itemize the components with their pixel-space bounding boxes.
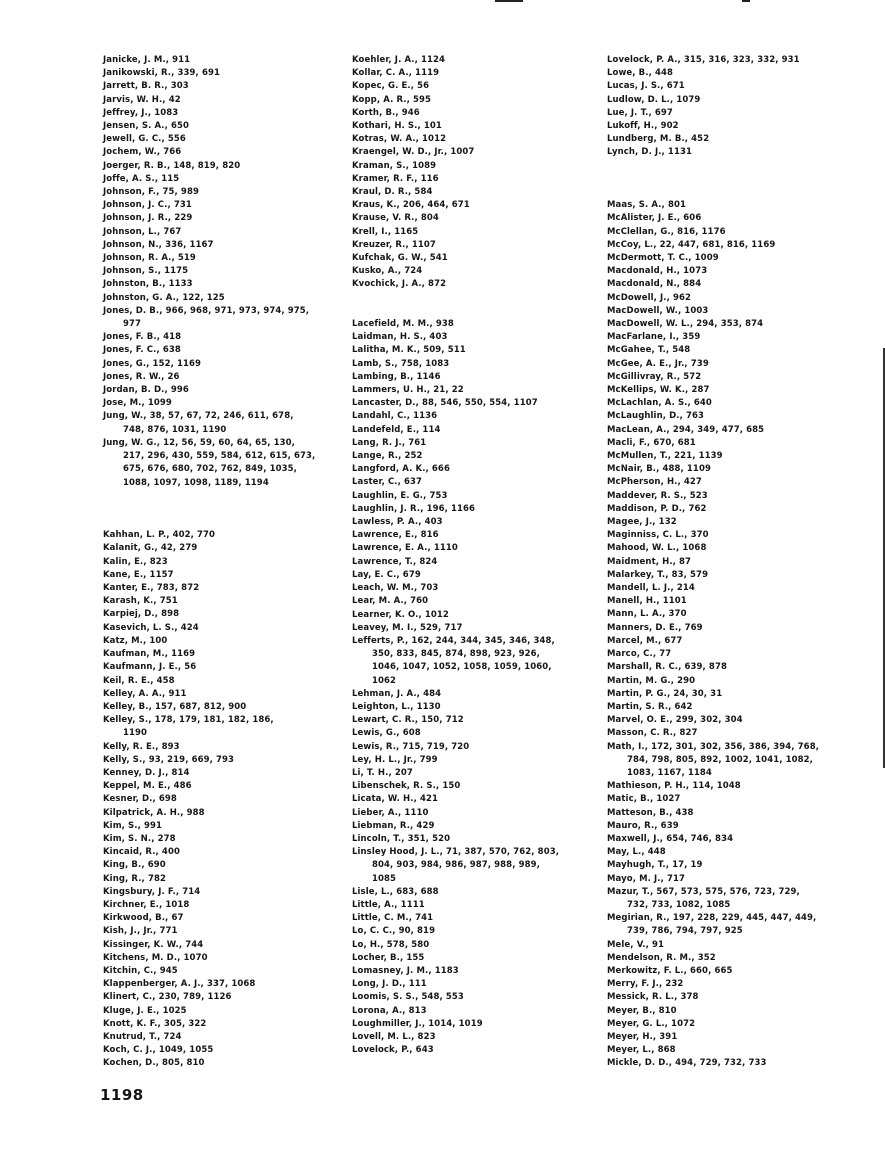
index-entry: Marco, C., 77	[607, 649, 672, 660]
index-entry: Lovell, M. L., 823	[352, 1032, 436, 1042]
index-entry-continuation: 732, 733, 1082, 1085	[627, 899, 731, 910]
index-entry: Linsley Hood, J. L., 71, 387, 570, 762, 803,	[352, 847, 560, 858]
index-entry: Lewis, G., 608	[352, 728, 421, 739]
index-entry: Martin, M. G., 290	[607, 675, 696, 686]
index-entry: Matic, B., 1027	[607, 794, 681, 805]
index-entry-continuation: 217, 296, 430, 559, 584, 612, 615, 673,	[123, 451, 316, 462]
index-entry: Lawrence, E., 816	[352, 530, 439, 541]
index-entry: McGillivray, R., 572	[607, 371, 702, 382]
index-entry: Little, C. M., 741	[352, 913, 434, 924]
index-entry: McLachlan, A. S., 640	[607, 398, 712, 409]
index-entry: Kalin, E., 823	[103, 556, 168, 567]
index-entry: McAlister, J. E., 606	[607, 213, 702, 224]
index-entry: Langford, A. K., 666	[352, 464, 450, 475]
index-entry: Messick, R. L., 378	[607, 992, 699, 1003]
index-entry: Kelley, A. A., 911	[103, 688, 187, 699]
index-entry: Lynch, D. J., 1131	[607, 147, 692, 158]
index-entry: Macli, F., 670, 681	[607, 437, 696, 448]
index-entry: Johnson, J. C., 731	[103, 200, 192, 211]
index-entry: Kvochick, J. A., 872	[352, 279, 447, 290]
index-entry: Maxwell, J., 654, 746, 834	[607, 833, 734, 844]
index-entry: McKellips, W. K., 287	[607, 385, 710, 396]
index-entry: Lawless, P. A., 403	[352, 517, 443, 528]
index-entry: Kingsbury, J. F., 714	[103, 886, 201, 897]
index-entry: Mayo, M. J., 717	[607, 873, 686, 884]
index-entry: Lewis, R., 715, 719, 720	[352, 741, 470, 752]
top-rule-mark	[495, 0, 523, 2]
index-entry-continuation: 1088, 1097, 1098, 1189, 1194	[123, 477, 269, 488]
index-entry: Megirian, R., 197, 228, 229, 445, 447, 449,	[607, 913, 817, 924]
index-entry: Kraengel, W. D., Jr., 1007	[352, 147, 475, 158]
index-entry: Jones, F. C., 638	[103, 345, 181, 356]
index-entry: Maddison, P. D., 762	[607, 503, 707, 514]
index-entry-continuation: 1046, 1047, 1052, 1058, 1059, 1060,	[372, 662, 552, 673]
index-entry: Lawrence, E. A., 1110	[352, 543, 458, 554]
index-entry: Lang, R. J., 761	[352, 437, 427, 448]
index-entry: Leighton, L., 1130	[352, 701, 441, 712]
index-entry: Jewell, G. C., 556	[103, 134, 186, 145]
index-entry: Janikowski, R., 339, 691	[103, 68, 220, 79]
index-entry: Kirkwood, B., 67	[103, 913, 184, 924]
index-entry: Jones, F. B., 418	[103, 332, 182, 343]
index-entry-continuation: 350, 833, 845, 874, 898, 923, 926,	[372, 649, 540, 660]
index-entry: Knutrud, T., 724	[103, 1031, 182, 1042]
index-gap	[607, 173, 873, 186]
index-entry: Maidment, H., 87	[607, 556, 692, 567]
index-entry: Lange, R., 252	[352, 451, 423, 462]
index-entry: Lawrence, T., 824	[352, 556, 438, 567]
index-entry: Kotras, W. A., 1012	[352, 134, 447, 145]
index-entry: Laidman, H. S., 403	[352, 332, 448, 343]
index-entry: Mann, L. A., 370	[607, 609, 687, 620]
index-entry: Jochem, W., 766	[103, 147, 182, 158]
index-entry: McDermott, T. C., 1009	[607, 253, 719, 263]
index-entry: Kissinger, K. W., 744	[103, 939, 204, 950]
index-entry: Libenschek, R. S., 150	[352, 781, 461, 792]
index-entry: Kim, S. N., 278	[103, 833, 176, 844]
index-entry: McNair, B., 488, 1109	[607, 464, 711, 475]
index-entry-continuation: 748, 876, 1031, 1190	[123, 424, 227, 435]
index-entry: Liebman, R., 429	[352, 820, 435, 831]
index-entry: Meyer, H., 391	[607, 1031, 678, 1042]
index-entry: Johnson, F., 75, 989	[103, 187, 199, 198]
index-entry: Maas, S. A., 801	[607, 200, 686, 211]
index-entry: Jose, M., 1099	[103, 398, 172, 409]
index-entry: Jung, W., 38, 57, 67, 72, 246, 611, 678,	[103, 411, 294, 422]
index-entry: Lo, H., 578, 580	[352, 939, 430, 950]
index-entry: MacLean, A., 294, 349, 477, 685	[607, 424, 765, 435]
index-entry: Kothari, H. S., 101	[352, 121, 442, 132]
index-entry: Mandell, L. J., 214	[607, 583, 695, 594]
index-entry: Matteson, B., 438	[607, 807, 694, 818]
index-entry: McGee, A. E., Jr., 739	[607, 358, 709, 369]
index-entry: Loughmiller, J., 1014, 1019	[352, 1018, 483, 1029]
index-entry: Leavey, M. I., 529, 717	[352, 622, 463, 633]
index-gap	[103, 490, 343, 503]
index-entry: Kaufmann, J. E., 56	[103, 662, 197, 673]
index-entry: McMullen, T., 221, 1139	[607, 451, 723, 462]
index-entry: Mathieson, P. H., 114, 1048	[607, 781, 741, 792]
index-entry: Lieber, A., 1110	[352, 807, 429, 818]
index-entry: MacDowell, W., 1003	[607, 305, 709, 316]
index-entry: Kluge, J. E., 1025	[103, 1005, 187, 1016]
index-entry: Masson, C. R., 827	[607, 728, 698, 739]
index-entry: Lo, C. C., 90, 819	[352, 926, 436, 937]
index-entry: Li, T. H., 207	[352, 767, 413, 778]
index-entry: Lovelock, P., 643	[352, 1045, 434, 1056]
index-entry: Kelley, B., 157, 687, 812, 900	[103, 701, 247, 712]
index-entry: Landefeld, E., 114	[352, 424, 441, 435]
index-entry: McCoy, L., 22, 447, 681, 816, 1169	[607, 239, 776, 250]
index-entry: Johnson, R. A., 519	[103, 253, 196, 264]
index-entry: Lancaster, D., 88, 546, 550, 554, 1107	[352, 398, 538, 409]
index-entry: Malarkey, T., 83, 579	[607, 569, 709, 580]
index-entry: Klappenberger, A. J., 337, 1068	[103, 979, 256, 990]
index-entry: Lear, M. A., 760	[352, 596, 429, 607]
index-entry: Little, A., 1111	[352, 899, 425, 910]
index-entry-continuation: 739, 786, 794, 797, 925	[627, 926, 743, 937]
index-entry: Ludlow, D. L., 1079	[607, 94, 701, 105]
index-entry: Lucas, J. S., 671	[607, 81, 685, 92]
index-entry-continuation: 1062	[372, 675, 397, 686]
index-entry: Kahhan, L. P., 402, 770	[103, 530, 216, 541]
index-entry: Kaufman, M., 1169	[103, 649, 196, 660]
index-entry: Marvel, O. E., 299, 302, 304	[607, 715, 743, 726]
index-entry: Kanter, E., 783, 872	[103, 583, 200, 594]
index-entry: Kane, E., 1157	[103, 569, 174, 580]
index-entry: Jensen, S. A., 650	[103, 121, 190, 132]
index-gap	[352, 305, 592, 318]
index-entry: Kesner, D., 698	[103, 794, 177, 805]
top-rule-mark	[742, 0, 750, 2]
index-entry: Laughlin, E. G., 753	[352, 490, 448, 501]
index-entry: Koehler, J. A., 1124	[352, 55, 446, 65]
index-entry: Kasevich, L. S., 424	[103, 622, 199, 633]
index-entry: McPherson, H., 427	[607, 477, 702, 488]
index-entry: Karash, K., 751	[103, 596, 178, 607]
index-entry: Kirchner, E., 1018	[103, 899, 190, 910]
index-entry: Laster, C., 637	[352, 477, 423, 488]
index-entry: Marcel, M., 677	[607, 635, 683, 646]
index-entry: Merry, F. J., 232	[607, 979, 684, 990]
index-entry: Jones, R. W., 26	[103, 371, 180, 382]
index-entry: Kraus, K., 206, 464, 671	[352, 200, 470, 211]
index-entry: Manell, H., 1101	[607, 596, 687, 607]
index-entry: Knott, K. F., 305, 322	[103, 1018, 207, 1029]
index-entry: Mazur, T., 567, 573, 575, 576, 723, 729,	[607, 886, 800, 897]
index-entry: Learner, K. O., 1012	[352, 609, 449, 620]
index-entry: Lomasney, J. M., 1183	[352, 965, 459, 976]
index-entry: Mele, V., 91	[607, 939, 665, 950]
index-entry-continuation: 1085	[372, 873, 397, 884]
index-entry: King, B., 690	[103, 860, 166, 871]
index-entry-continuation: 1083, 1167, 1184	[627, 767, 712, 778]
index-entry-continuation: 784, 798, 805, 892, 1002, 1041, 1082,	[627, 754, 814, 765]
index-entry: Kochen, D., 805, 810	[103, 1058, 205, 1069]
index-entry: Maddever, R. S., 523	[607, 490, 708, 501]
index-entry: Johnston, G. A., 122, 125	[103, 292, 225, 303]
index-entry: Jeffrey, J., 1083	[103, 107, 179, 118]
index-entry-continuation: 804, 903, 984, 986, 987, 988, 989,	[372, 860, 540, 871]
index-entry: Math, I., 172, 301, 302, 356, 386, 394, 768,	[607, 741, 820, 752]
index-entry: Lammers, U. H., 21, 22	[352, 385, 464, 396]
index-entry: McLaughlin, D., 763	[607, 411, 705, 422]
index-entry: Katz, M., 100	[103, 635, 168, 646]
index-entry: Lalitha, M. K., 509, 511	[352, 345, 466, 356]
index-entry: Joerger, R. B., 148, 819, 820	[103, 160, 241, 171]
index-entry: Kopp, A. R., 595	[352, 94, 432, 105]
index-entry: Korth, B., 946	[352, 107, 420, 118]
index-entry: Johnson, J. R., 229	[103, 213, 193, 224]
index-entry: Johnson, L., 767	[103, 226, 182, 237]
index-entry: Macdonald, N., 884	[607, 279, 702, 290]
index-entry: Long, J. D., 111	[352, 979, 427, 990]
index-entry: King, R., 782	[103, 873, 166, 884]
index-entry: Leach, W. M., 703	[352, 583, 439, 594]
index-entry: Janicke, J. M., 911	[103, 55, 191, 65]
index-entry: Mickle, D. D., 494, 729, 732, 733	[607, 1058, 767, 1069]
index-gap	[103, 516, 343, 529]
index-entry: Kramer, R. F., 116	[352, 173, 439, 184]
index-entry: Johnson, S., 1175	[103, 266, 189, 277]
index-entry: MacFarlane, I., 359	[607, 332, 701, 343]
index-entry: Lukoff, H., 902	[607, 121, 679, 132]
index-entry: Marshall, R. C., 639, 878	[607, 662, 727, 673]
index-entry-continuation: 977	[123, 319, 142, 330]
index-entry: Lewart, C. R., 150, 712	[352, 715, 464, 726]
index-entry: Lisle, L., 683, 688	[352, 886, 439, 897]
index-entry: McGahee, T., 548	[607, 345, 691, 356]
index-entry: Kitchin, C., 945	[103, 965, 178, 976]
index-entry: Lincoln, T., 351, 520	[352, 833, 451, 844]
index-entry: Kelly, S., 93, 219, 669, 793	[103, 754, 235, 765]
index-entry: Jarvis, W. H., 42	[103, 94, 181, 105]
index-entry: Mayhugh, T., 17, 19	[607, 860, 703, 871]
index-column-3	[607, 54, 873, 1071]
index-entry: Krell, I., 1165	[352, 226, 419, 237]
index-entry: Kreuzer, R., 1107	[352, 239, 436, 250]
index-gap	[352, 292, 592, 305]
index-entry: Klinert, C., 230, 789, 1126	[103, 992, 232, 1003]
index-entry: Landahl, C., 1136	[352, 411, 438, 422]
index-entry: Johnson, N., 336, 1167	[103, 239, 214, 250]
index-entry: McClellan, G., 816, 1176	[607, 226, 726, 237]
index-entry: Kelly, R. E., 893	[103, 741, 180, 752]
index-entry: Mahood, W. L., 1068	[607, 543, 707, 554]
index-entry: McDowell, J., 962	[607, 292, 692, 303]
index-entry: Kraman, S., 1089	[352, 160, 437, 171]
index-entry: Kincaid, R., 400	[103, 847, 180, 858]
index-entry: Lehman, J. A., 484	[352, 688, 442, 699]
index-entry: MacDowell, W. L., 294, 353, 874	[607, 319, 764, 330]
index-entry: Kim, S., 991	[103, 820, 163, 831]
index-entry: Lefferts, P., 162, 244, 344, 345, 346, 348,	[352, 635, 555, 646]
index-entry: Manners, D. E., 769	[607, 622, 703, 633]
index-entry: Jones, G., 152, 1169	[103, 358, 202, 369]
index-entry: Martin, S. R., 642	[607, 701, 693, 712]
index-entry: Kenney, D. J., 814	[103, 767, 190, 778]
index-entry: Lue, J. T., 697	[607, 107, 673, 118]
index-entry: Lundberg, M. B., 452	[607, 134, 710, 145]
index-entry: Lacefield, M. M., 938	[352, 319, 454, 330]
index-entry: Kopec, G. E., 56	[352, 81, 430, 92]
index-entry: Kraul, D. R., 584	[352, 187, 433, 198]
index-entry: Meyer, G. L., 1072	[607, 1018, 696, 1029]
index-entry: Magee, J., 132	[607, 517, 677, 528]
index-entry: Lay, E. C., 679	[352, 569, 421, 580]
index-entry: Mendelson, R. M., 352	[607, 952, 716, 963]
index-entry: Kish, J., Jr., 771	[103, 926, 178, 937]
index-entry: Laughlin, J. R., 196, 1166	[352, 503, 476, 514]
index-entry: Lamb, S., 758, 1083	[352, 358, 450, 369]
index-gap	[607, 160, 873, 173]
index-entry-continuation: 1190	[123, 728, 148, 739]
index-entry: Keppel, M. E., 486	[103, 781, 192, 792]
index-entry: Kalanit, G., 42, 279	[103, 543, 198, 554]
index-entry-continuation: 675, 676, 680, 702, 762, 849, 1035,	[123, 464, 297, 475]
index-entry: Karpiej, D., 898	[103, 609, 180, 620]
index-entry: Locher, B., 155	[352, 952, 425, 963]
index-entry: Jones, D. B., 966, 968, 971, 973, 974, 975,	[103, 305, 310, 316]
index-column-2	[352, 54, 592, 1057]
index-gap	[103, 503, 343, 516]
index-entry: Kilpatrick, A. H., 988	[103, 807, 205, 818]
index-entry: Licata, W. H., 421	[352, 794, 439, 805]
index-entry: Meyer, L., 868	[607, 1045, 676, 1056]
index-column-1	[103, 54, 343, 1071]
index-entry: Koch, C. J., 1049, 1055	[103, 1045, 214, 1056]
index-entry: Keil, R. E., 458	[103, 675, 175, 686]
index-entry: Meyer, B., 810	[607, 1005, 677, 1016]
index-entry: Maginniss, C. L., 370	[607, 530, 709, 541]
index-entry: Mauro, R., 639	[607, 820, 679, 831]
index-entry: Jarrett, B. R., 303	[103, 81, 189, 92]
index-entry: Jung, W. G., 12, 56, 59, 60, 64, 65, 130,	[103, 437, 295, 448]
index-entry: Kusko, A., 724	[352, 266, 423, 277]
index-entry: Kollar, C. A., 1119	[352, 68, 440, 79]
index-entry: Joffe, A. S., 115	[103, 173, 180, 184]
index-gap	[607, 186, 873, 199]
index-entry: Lowe, B., 448	[607, 68, 674, 79]
index-entry: Kelley, S., 178, 179, 181, 182, 186,	[103, 715, 274, 726]
index-entry: Kitchens, M. D., 1070	[103, 952, 208, 963]
page-number: 1198	[100, 1086, 144, 1104]
index-entry: Kufchak, G. W., 541	[352, 253, 448, 264]
index-entry: Martin, P. G., 24, 30, 31	[607, 688, 723, 699]
index-entry: May, L., 448	[607, 847, 666, 858]
index-entry: Ley, H. L., Jr., 799	[352, 754, 438, 765]
index-entry: Lovelock, P. A., 315, 316, 323, 332, 931	[607, 55, 800, 65]
index-entry: Lambing, B., 1146	[352, 371, 441, 382]
index-entry: Macdonald, H., 1073	[607, 266, 708, 277]
index-entry: Johnston, B., 1133	[103, 279, 193, 290]
index-entry: Krause, V. R., 804	[352, 213, 439, 224]
index-entry: Lorona, A., 813	[352, 1005, 427, 1016]
index-entry: Jordan, B. D., 996	[103, 385, 189, 396]
index-entry: Loomis, S. S., 548, 553	[352, 992, 464, 1003]
index-entry: Merkowitz, F. L., 660, 665	[607, 965, 733, 976]
